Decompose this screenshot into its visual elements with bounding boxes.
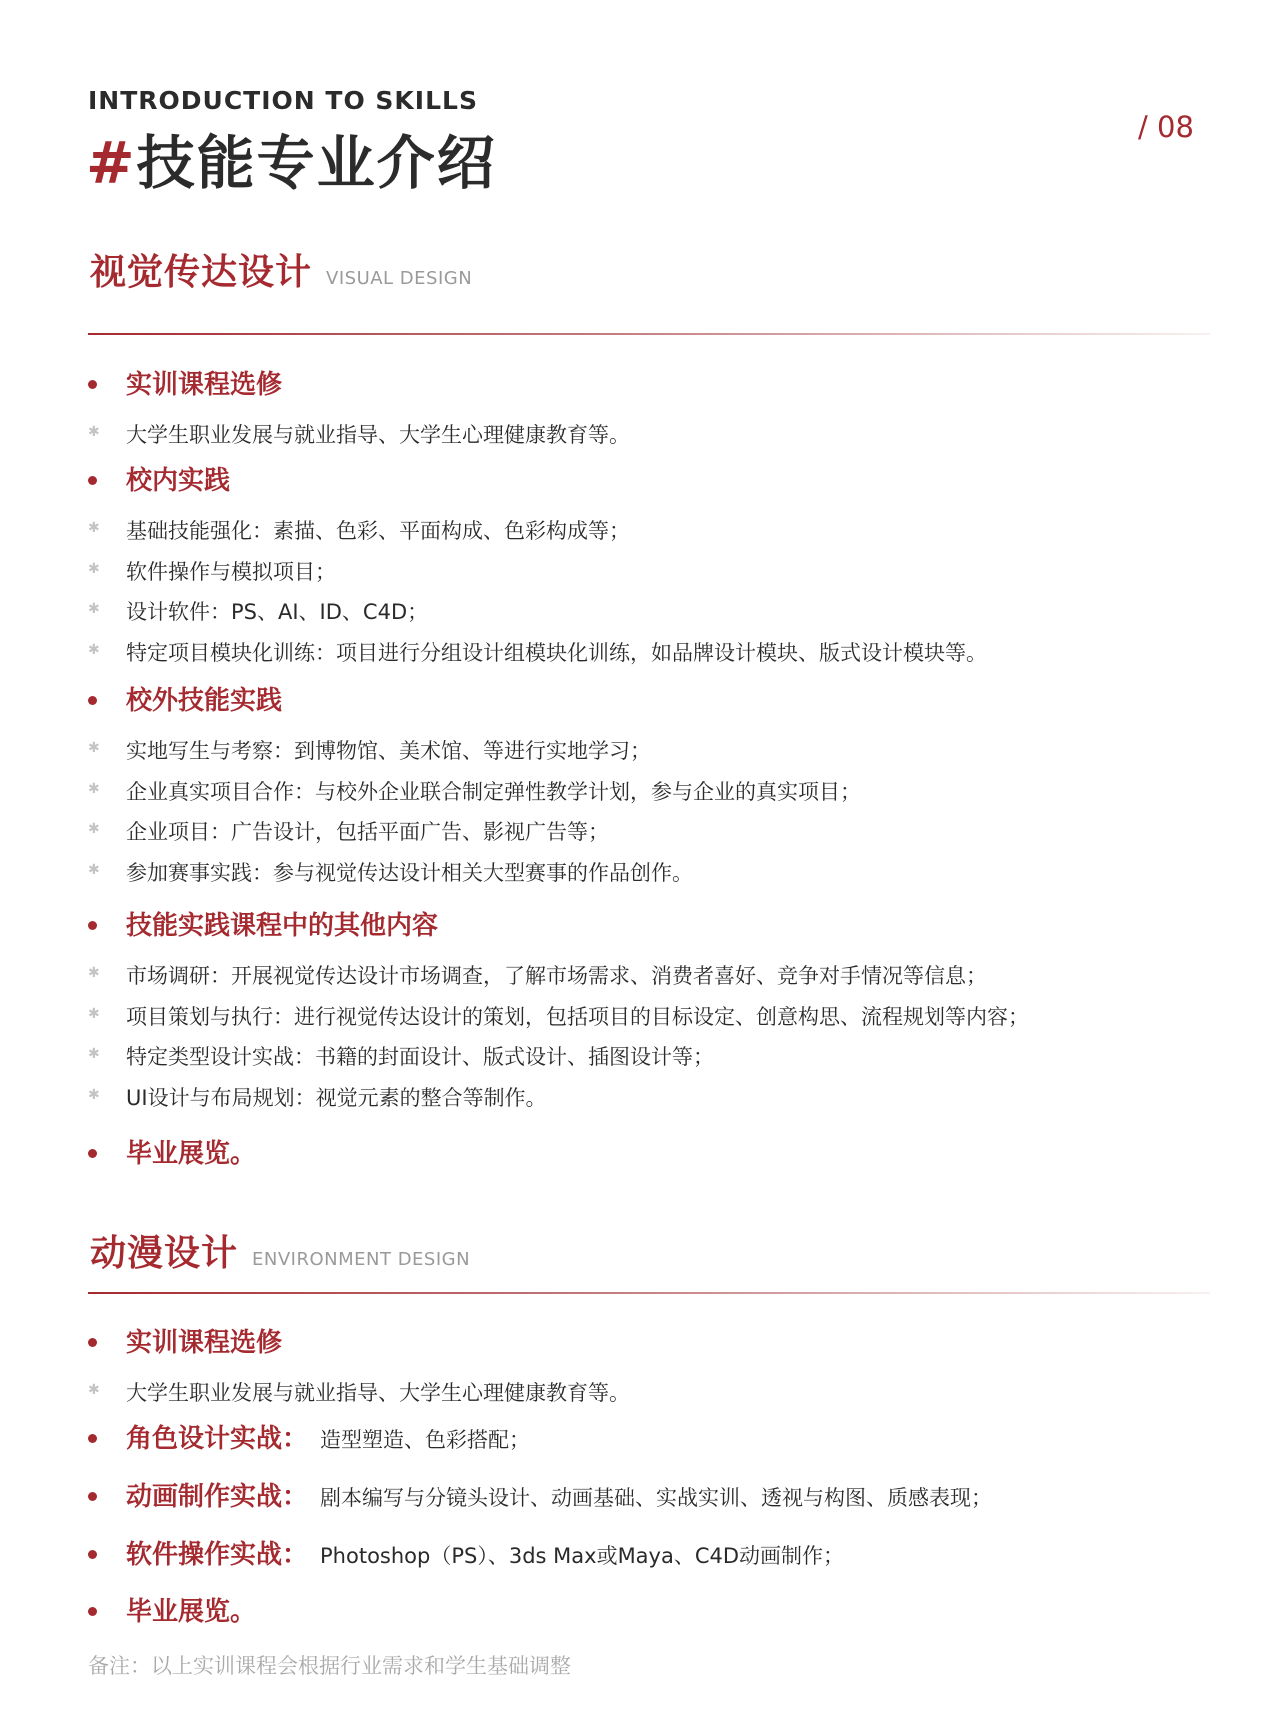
star-bullet-icon: ✱ [88,520,100,536]
list-item [88,418,1218,459]
list-item-text: 项目策划与执行：进行视觉传达设计的策划，包括项目的目标设定、创意构思、流程规划等内容； [126,1004,1029,1029]
group-heading-label: 角色设计实战： [126,1424,309,1454]
group-heading-row [88,1320,1218,1376]
group-graduation-exhibition-2 [88,1589,1218,1645]
group-heading-row [88,1589,1218,1645]
group-heading: 毕业展览。 [126,1139,257,1169]
bullet-dot-icon [88,1550,97,1559]
list-item [88,775,1218,816]
list-item-text: 大学生职业发展与就业指导、大学生心理健康教育等。 [126,423,630,447]
group-heading-row [88,678,1218,734]
list-item-text: UI设计与布局规划：视觉元素的整合等制作。 [126,1085,547,1110]
list-item-text: 软件操作与模拟项目； [126,559,336,584]
list-item [88,856,1218,897]
list-item-text: 特定类型设计实战：书籍的封面设计、版式设计、插图设计等； [126,1045,714,1069]
group-heading: 实训课程选修 [126,1328,283,1358]
list-item [88,595,1218,636]
section-heading-visual-design [90,244,472,295]
list-item-text: 实地写生与考察：到博物馆、美术馆、等进行实地学习； [126,739,651,763]
list-item [88,1081,1218,1122]
bullet-dot-icon [88,1607,97,1616]
page-number: / 08 [1138,110,1194,144]
star-bullet-icon: ✱ [88,740,100,756]
list-item [88,1040,1218,1081]
intro-english-title: INTRODUCTION TO SKILLS [88,86,478,115]
bullet-dot-icon [88,1492,97,1501]
star-bullet-icon: ✱ [88,1382,100,1398]
group-heading-label: 动画制作实战： [126,1482,309,1512]
star-bullet-icon: ✱ [88,821,100,837]
list-item [88,1000,1218,1041]
group-software-operation [88,1532,1218,1588]
section-title-zh: 视觉传达设计 [90,252,313,293]
list-item [88,815,1218,856]
section-title-en: VISUAL DESIGN [326,268,473,289]
group-heading: 实训课程选修 [126,370,283,400]
group-heading-row [88,362,1218,418]
group-heading-detail: Photoshop（PS）、3ds Max或Maya、C4D动画制作； [320,1544,845,1568]
group-campus-practice [88,458,1218,676]
hash-mark: # [86,129,137,197]
group-heading-row [88,1474,1218,1530]
group-heading-row [88,1131,1218,1187]
list-item-text: 基础技能强化：素描、色彩、平面构成、色彩构成等； [126,519,630,543]
group-heading-label: 软件操作实战： [126,1540,309,1570]
group-heading-row [88,458,1218,514]
list-item [88,555,1218,596]
star-bullet-icon: ✱ [88,1005,100,1022]
section-divider [88,1292,1210,1294]
group-heading-row [88,1416,1218,1472]
star-bullet-icon: ✱ [88,965,100,981]
page-title [86,128,497,198]
list-item-text: 参加赛事实践：参与视觉传达设计相关大型赛事的作品创作。 [126,860,693,885]
bullet-dot-icon [88,1434,97,1443]
group-character-design [88,1416,1218,1472]
bullet-dot-icon [88,476,97,485]
group-heading-detail: 剧本编写与分镜头设计、动画基础、实战实训、透视与构图、质感表现； [320,1486,993,1510]
list-item-text: 大学生职业发展与就业指导、大学生心理健康教育等。 [126,1381,630,1405]
list-item [88,636,1218,677]
list-item-text: 市场调研：开展视觉传达设计市场调查，了解市场需求、消费者喜好、竞争对手情况等信息； [126,964,987,988]
bullet-dot-icon [88,380,97,389]
star-bullet-icon: ✱ [88,780,100,797]
list-item-text: 设计软件：PS、AI、ID、C4D； [126,600,429,624]
group-heading: 校内实践 [126,466,231,496]
group-heading [126,1474,992,1521]
bullet-dot-icon [88,1149,97,1158]
group-graduation-exhibition [88,1131,1218,1187]
star-bullet-icon: ✱ [88,424,100,440]
section-title-zh: 动漫设计 [90,1233,239,1274]
group-heading-row [88,903,1218,959]
bullet-dot-icon [88,1338,97,1347]
section-heading-animation-design [90,1225,470,1276]
star-bullet-icon: ✱ [88,1086,100,1103]
star-bullet-icon: ✱ [88,560,100,577]
group-heading-detail: 造型塑造、色彩搭配； [320,1428,531,1452]
group-heading-row [88,1532,1218,1588]
group-other-contents [88,903,1218,1121]
list-item [88,1376,1218,1417]
group-heading: 毕业展览。 [126,1597,257,1627]
group-heading [126,1416,530,1463]
list-item-text: 企业真实项目合作：与校外企业联合制定弹性教学计划，参与企业的真实项目； [126,779,861,804]
star-bullet-icon: ✱ [88,641,100,658]
group-animation-production [88,1474,1218,1530]
section-divider [88,333,1210,335]
group-offcampus-practice [88,678,1218,896]
star-bullet-icon: ✱ [88,601,100,617]
page-title-text: 技能专业介绍 [136,129,497,197]
list-item-text: 特定项目模块化训练：项目进行分组设计组模块化训练，如品牌设计模块、版式设计模块等。 [126,640,987,665]
group-heading [126,1532,844,1579]
group-elective-courses-2 [88,1320,1218,1417]
bullet-dot-icon [88,921,97,930]
section-title-en: ENVIRONMENT DESIGN [252,1249,471,1270]
list-item [88,959,1218,1000]
star-bullet-icon: ✱ [88,861,100,878]
list-item [88,514,1218,555]
group-heading: 校外技能实践 [126,686,283,716]
group-heading: 技能实践课程中的其他内容 [126,911,439,941]
list-item [88,734,1218,775]
group-elective-courses [88,362,1218,459]
star-bullet-icon: ✱ [88,1046,100,1062]
list-item-text: 企业项目：广告设计，包括平面广告、影视广告等； [126,820,609,844]
bullet-dot-icon [88,696,97,705]
footer-note: 备注：以上实训课程会根据行业需求和学生基础调整 [88,1654,571,1678]
